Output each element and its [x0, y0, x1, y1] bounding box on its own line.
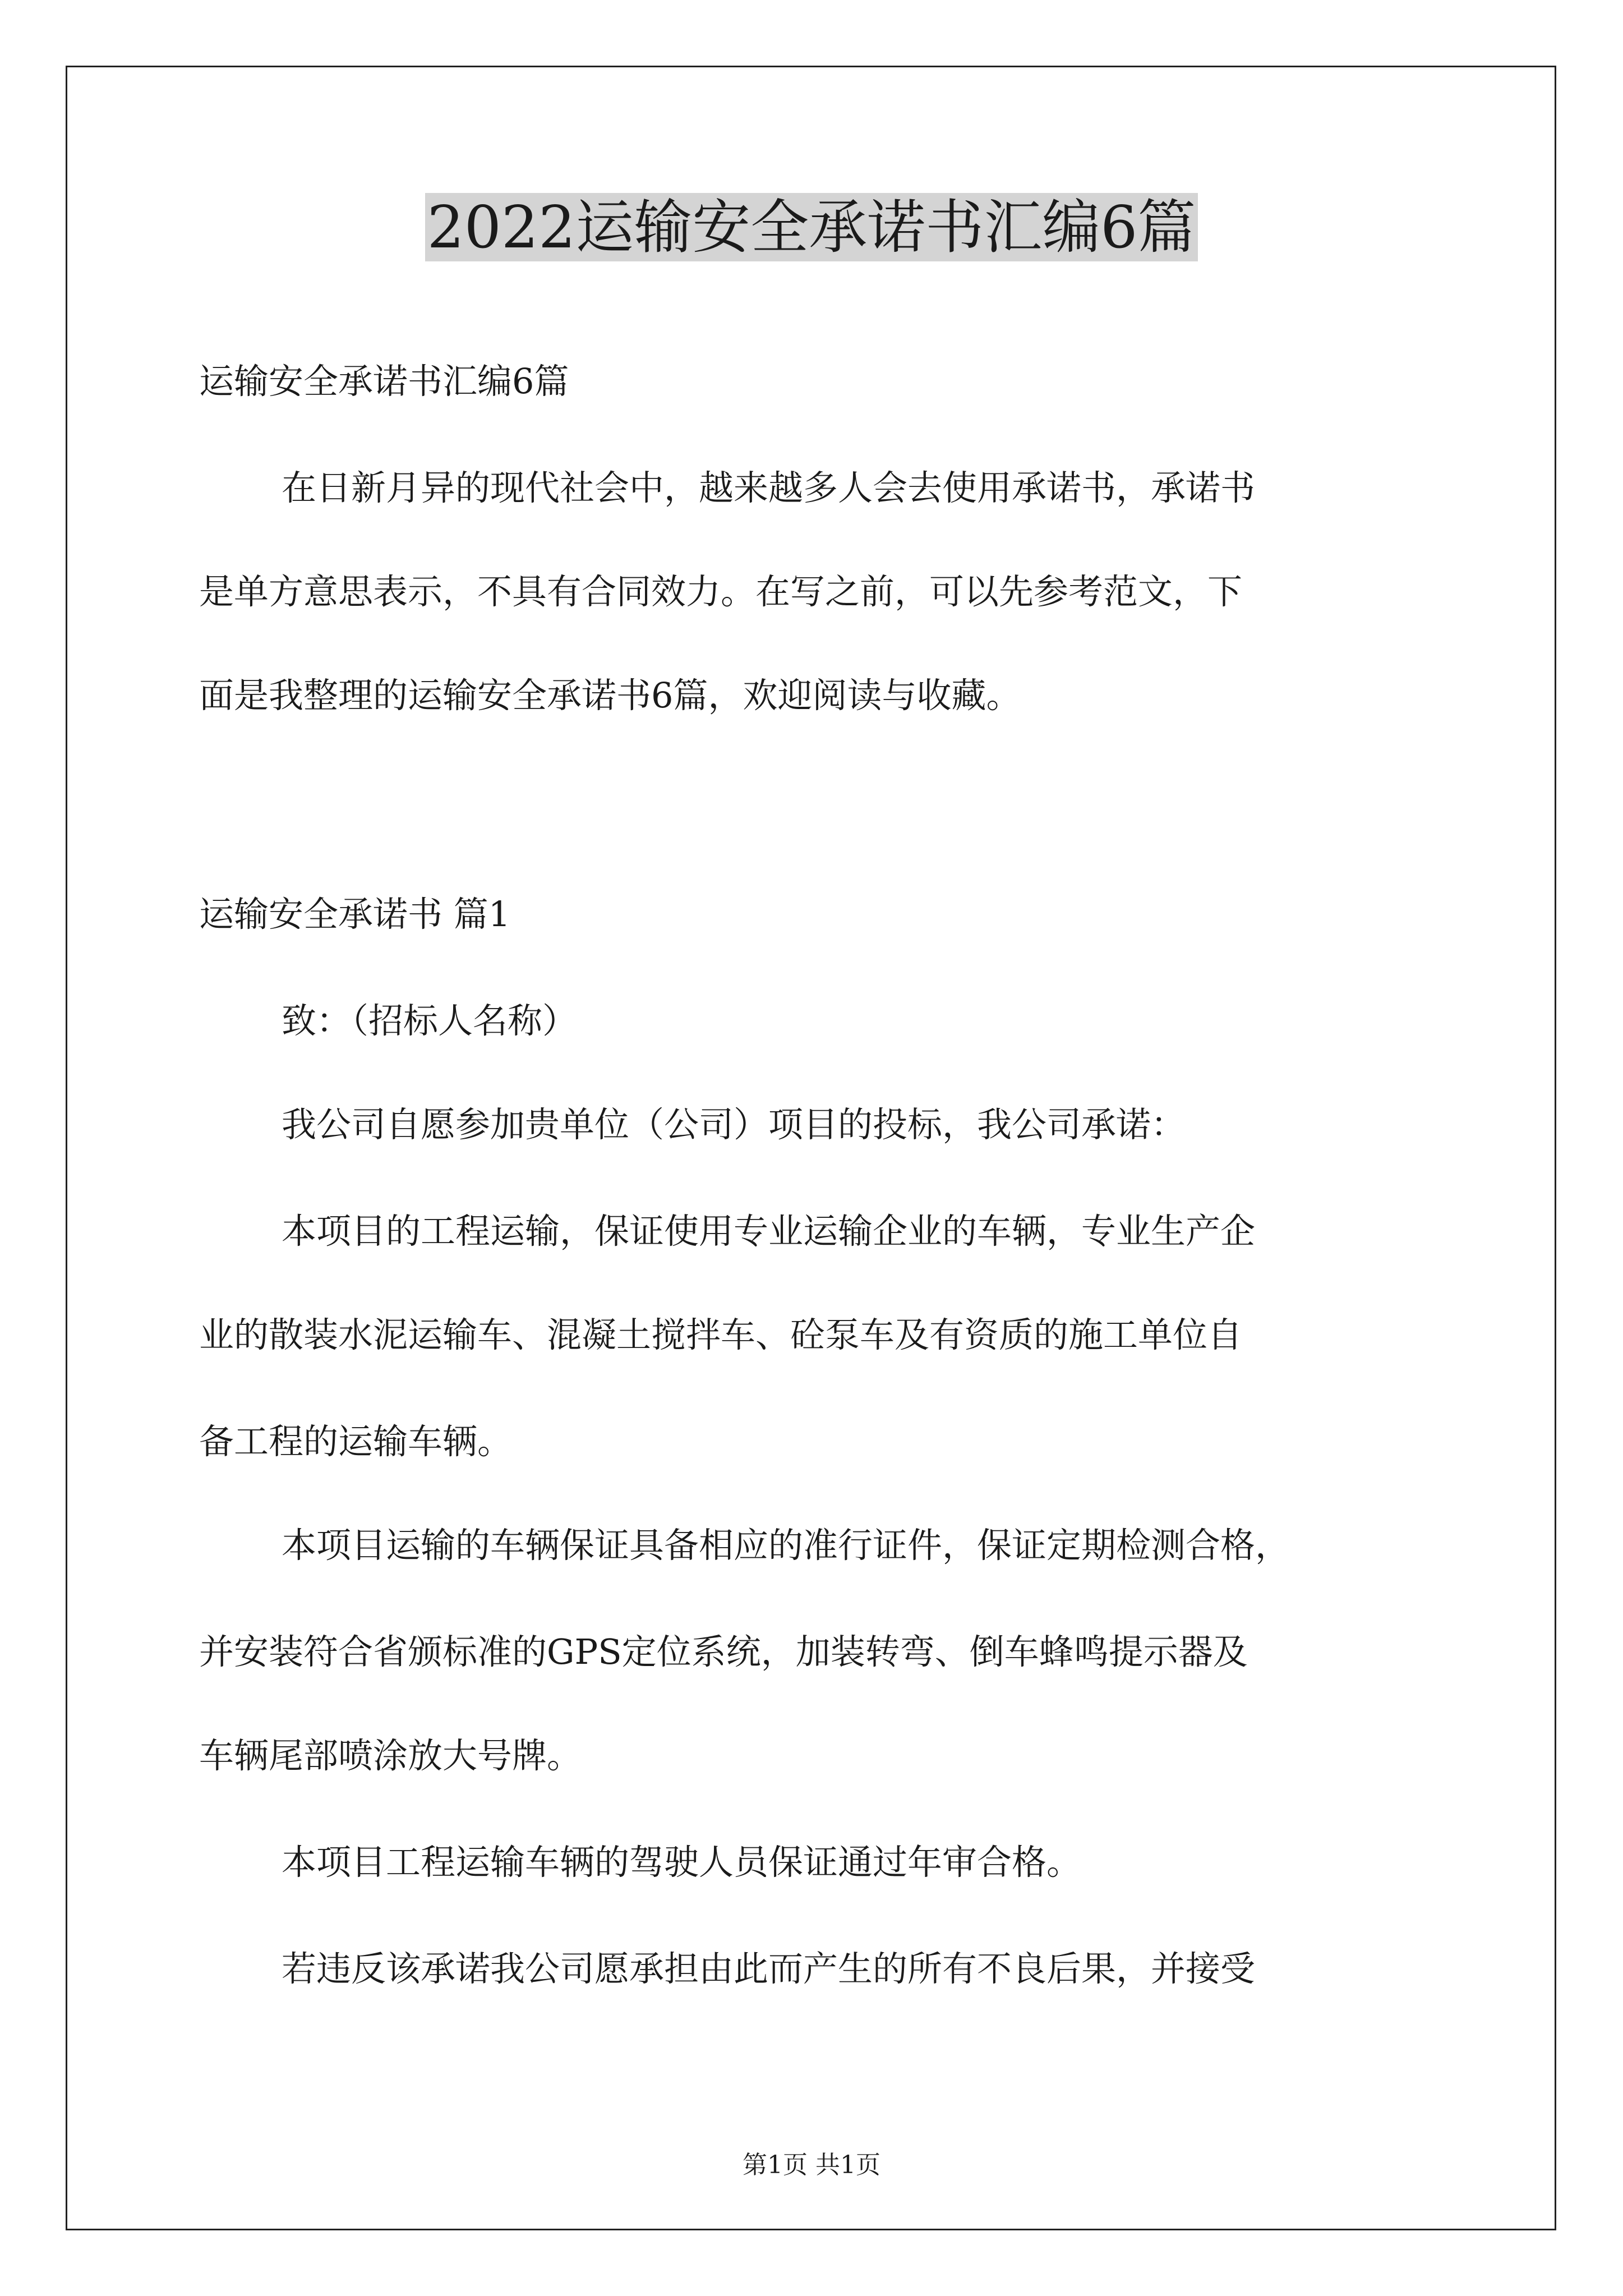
paragraph-2-line-2: 业的散装水泥运输车、混凝土搅拌车、砼泵车及有资质的施工单位自 [199, 1314, 1243, 1355]
document-title-text: 2022运输安全承诺书汇编6篇 [425, 193, 1198, 261]
paragraph-3-line-2: 并安装符合省颁标准的GPS定位系统，加装转弯、倒车蜂鸣提示器及 [199, 1631, 1248, 1672]
paragraph-5-line-1: 若违反该承诺我公司愿承担由此而产生的所有不良后果，并接受 [282, 1948, 1256, 1989]
page-footer: 第1页 共1页 [743, 2151, 880, 2179]
paragraph-4: 本项目工程运输车辆的驾驶人员保证通过年审合格。 [282, 1842, 1082, 1883]
paragraph-1: 我公司自愿参加贵单位（公司）项目的投标，我公司承诺： [282, 1104, 1186, 1145]
document-title [0, 185, 1623, 269]
section-heading: 运输安全承诺书 篇1 [199, 894, 511, 935]
intro-line-1: 在日新月异的现代社会中，越来越多人会去使用承诺书，承诺书 [282, 467, 1256, 508]
paragraph-3-line-1: 本项目运输的车辆保证具备相应的准行证件，保证定期检测合格， [282, 1525, 1290, 1566]
paragraph-3-line-3: 车辆尾部喷涂放大号牌。 [199, 1735, 582, 1776]
paragraph-2-line-3: 备工程的运输车辆。 [199, 1421, 513, 1462]
subtitle: 运输安全承诺书汇编6篇 [199, 361, 569, 402]
intro-line-3: 面是我整理的运输安全承诺书6篇，欢迎阅读与收藏。 [199, 675, 1021, 716]
paragraph-2-line-1: 本项目的工程运输，保证使用专业运输企业的车辆，专业生产企 [282, 1211, 1256, 1251]
intro-line-2: 是单方意思表示，不具有合同效力。在写之前，可以先参考范文，下 [199, 571, 1243, 612]
addressee: 致：（招标人名称） [282, 1000, 578, 1041]
